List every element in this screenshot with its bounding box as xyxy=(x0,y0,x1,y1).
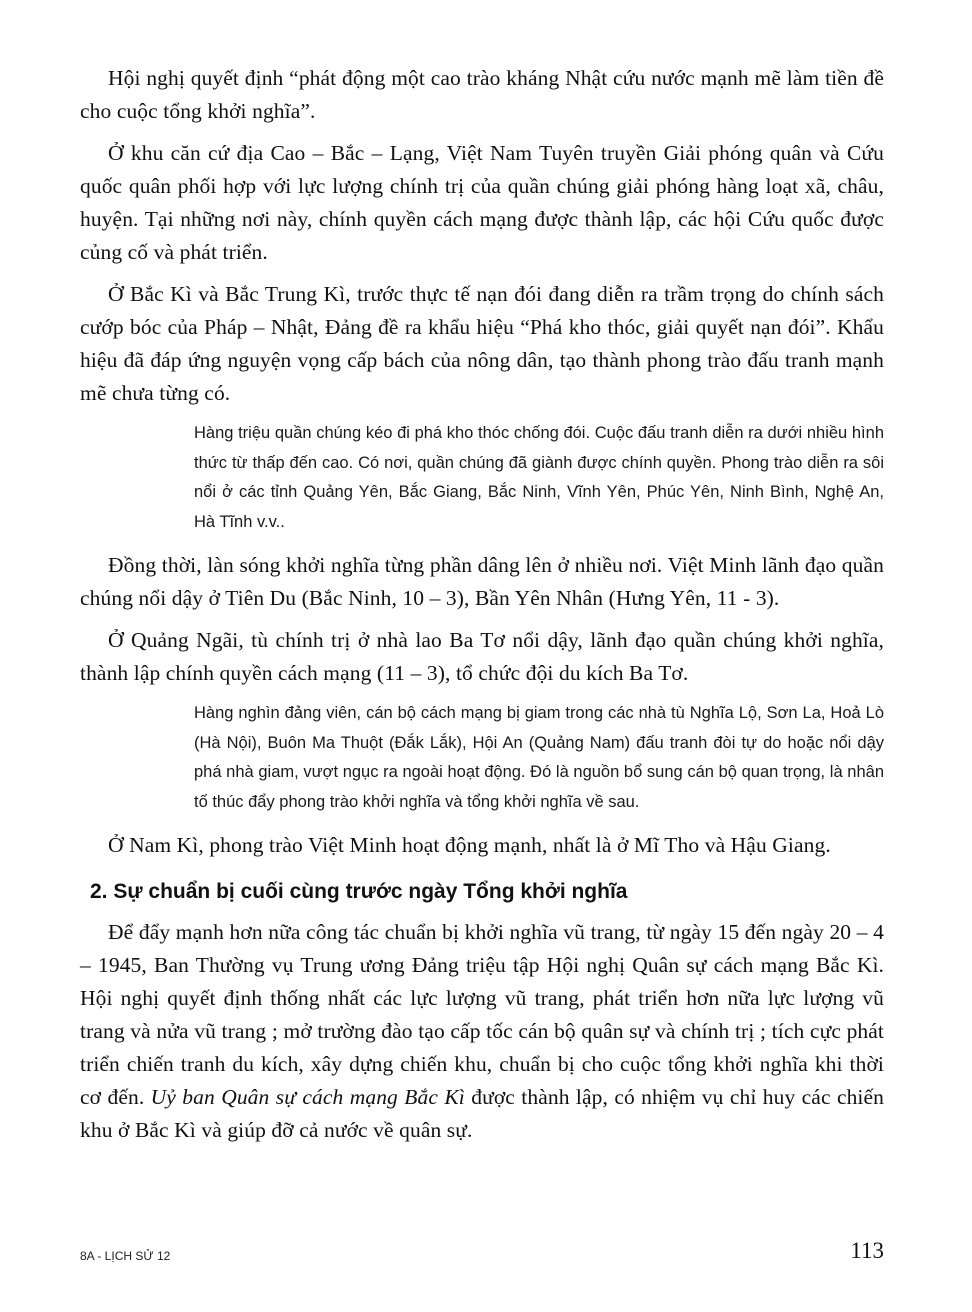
paragraph-conference-decision: Hội nghị quyết định “phát động một cao trào kháng Nhật cứu nước mạnh mẽ làm tiền đề cho cuộc tổng khởi nghĩa”. xyxy=(80,66,884,123)
paragraph-nam-ki: Ở Nam Kì, phong trào Việt Minh hoạt động mạnh, nhất là ở Mĩ Tho và Hậu Giang. xyxy=(108,833,831,857)
footer-book-label: 8A - LỊCH SỬ 12 xyxy=(80,1249,171,1263)
note-political-prisoners: Hàng nghìn đảng viên, cán bộ cách mạng bị giam trong các nhà tù Nghĩa Lộ, Sơn La, Hoả Lò (Hà Nội), Buôn Ma Thuột (Đắk Lắk), Hội An (Quảng Nam) đấu tranh đòi tự do hoặc nổi dậy phá nhà giam, vượt ngục ra ngoài hoạt động. Đó là nguồn bổ sung cán bộ quan trọng, là nhân tố thúc đẩy phong trào khởi nghĩa và tổng khởi nghĩa về sau. xyxy=(194,704,884,811)
final-text-start: Để đẩy mạnh hơn nữa công tác chuẩn bị khởi nghĩa vũ trang, từ ngày 15 đến ngày 20 – 4 – 1945, Ban Thường vụ Trung ương Đảng triệu tập Hội nghị Quân sự cách mạng Bắc Kì. Hội nghị quyết định thống nhất các lực lượng vũ trang, phát triển hơn nữa lực lượng vũ trang và nửa vũ trang ; mở trường đào tạo cấp tốc cán bộ quân sự và chính trị ; tích cực phát triển chiến tranh du kích, xây dựng chiến khu, chuẩn bị cho cuộc tổng khởi nghĩa khi thời cơ đến. xyxy=(80,920,884,1109)
paragraph-final-preparation xyxy=(80,916,884,1147)
paragraph-bac-ki-famine: Ở Bắc Kì và Bắc Trung Kì, trước thực tế nạn đói đang diễn ra trầm trọng do chính sách cướp bóc của Pháp – Nhật, Đảng đề ra khẩu hiệu “Phá kho thóc, giải quyết nạn đói”. Khẩu hiệu đã đáp ứng nguyện vọng cấp bách của nông dân, tạo thành phong trào đấu tranh mạnh mẽ chưa từng có. xyxy=(80,282,884,405)
paragraph-cao-bac-lang: Ở khu căn cứ địa Cao – Bắc – Lạng, Việt Nam Tuyên truyền Giải phóng quân và Cứu quốc quân phối hợp với lực lượng chính trị của quần chúng giải phóng hàng loạt xã, châu, huyện. Tại những nơi này, chính quyền cách mạng được thành lập, các hội Cứu quốc được củng cố và phát triển. xyxy=(80,141,884,264)
section-heading: 2. Sự chuẩn bị cuối cùng trước ngày Tổng khởi nghĩa xyxy=(90,880,628,903)
note-rice-storage-protests: Hàng triệu quần chúng kéo đi phá kho thóc chống đói. Cuộc đấu tranh diễn ra dưới nhiều hình thức từ thấp đến cao. Có nơi, quần chúng đã giành được chính quyền. Phong trào diễn ra sôi nổi ở các tỉnh Quảng Yên, Bắc Giang, Bắc Ninh, Vĩnh Yên, Phúc Yên, Ninh Bình, Nghệ An, Hà Tĩnh v.v.. xyxy=(194,424,884,531)
paragraph-partial-uprisings: Đồng thời, làn sóng khởi nghĩa từng phần dâng lên ở nhiều nơi. Việt Minh lãnh đạo quần chúng nổi dậy ở Tiên Du (Bắc Ninh, 10 – 3), Bần Yên Nhân (Hưng Yên, 11 - 3). xyxy=(80,553,884,610)
committee-name-italic: Uỷ ban Quân sự cách mạng Bắc Kì xyxy=(150,1085,465,1109)
paragraph-quang-ngai: Ở Quảng Ngãi, tù chính trị ở nhà lao Ba Tơ nổi dậy, lãnh đạo quần chúng khởi nghĩa, thành lập chính quyền cách mạng (11 – 3), tổ chức đội du kích Ba Tơ. xyxy=(80,628,884,685)
page-number: 113 xyxy=(850,1238,884,1263)
page-content xyxy=(80,62,884,1156)
final-text-end: được thành lập, có nhiệm vụ chỉ huy các chiến khu ở Bắc Kì và giúp đỡ cả nước về quân sự. xyxy=(80,1085,884,1142)
